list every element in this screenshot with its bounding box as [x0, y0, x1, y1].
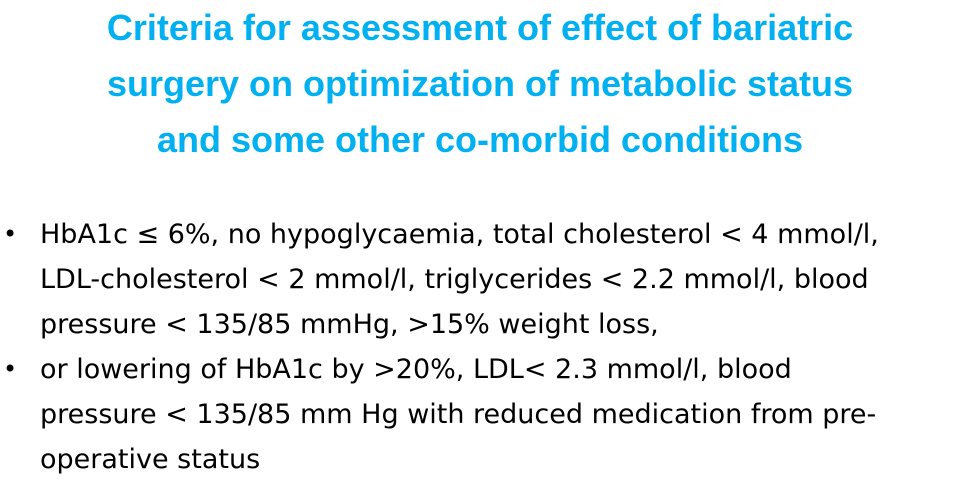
criteria-item	[0, 347, 960, 482]
criteria-list	[0, 212, 960, 482]
title-line-1: Criteria for assessment of effect of bariatric	[106, 7, 854, 48]
title-line-3: and some other co-morbid conditions	[156, 119, 804, 160]
title-line-2: surgery on optimization of metabolic status	[106, 63, 854, 104]
slide-title	[0, 0, 960, 168]
bullet-icon: •	[3, 220, 18, 248]
criteria-line: HbA1c ≤ 6%, no hypoglycaemia, total cholesterol < 4 mmol/l,	[40, 219, 879, 250]
criteria-item	[0, 212, 960, 347]
criteria-line: LDL-cholesterol < 2 mmol/l, triglycerides < 2.2 mmol/l, blood	[40, 264, 869, 295]
criteria-line: pressure < 135/85 mmHg, >15% weight loss,	[40, 309, 659, 340]
criteria-line: pressure < 135/85 mm Hg with reduced medication from pre-	[40, 399, 877, 430]
bullet-icon: •	[3, 355, 18, 383]
criteria-line: operative status	[40, 444, 261, 475]
criteria-line: or lowering of HbA1c by >20%, LDL< 2.3 mmol/l, blood	[40, 354, 792, 385]
